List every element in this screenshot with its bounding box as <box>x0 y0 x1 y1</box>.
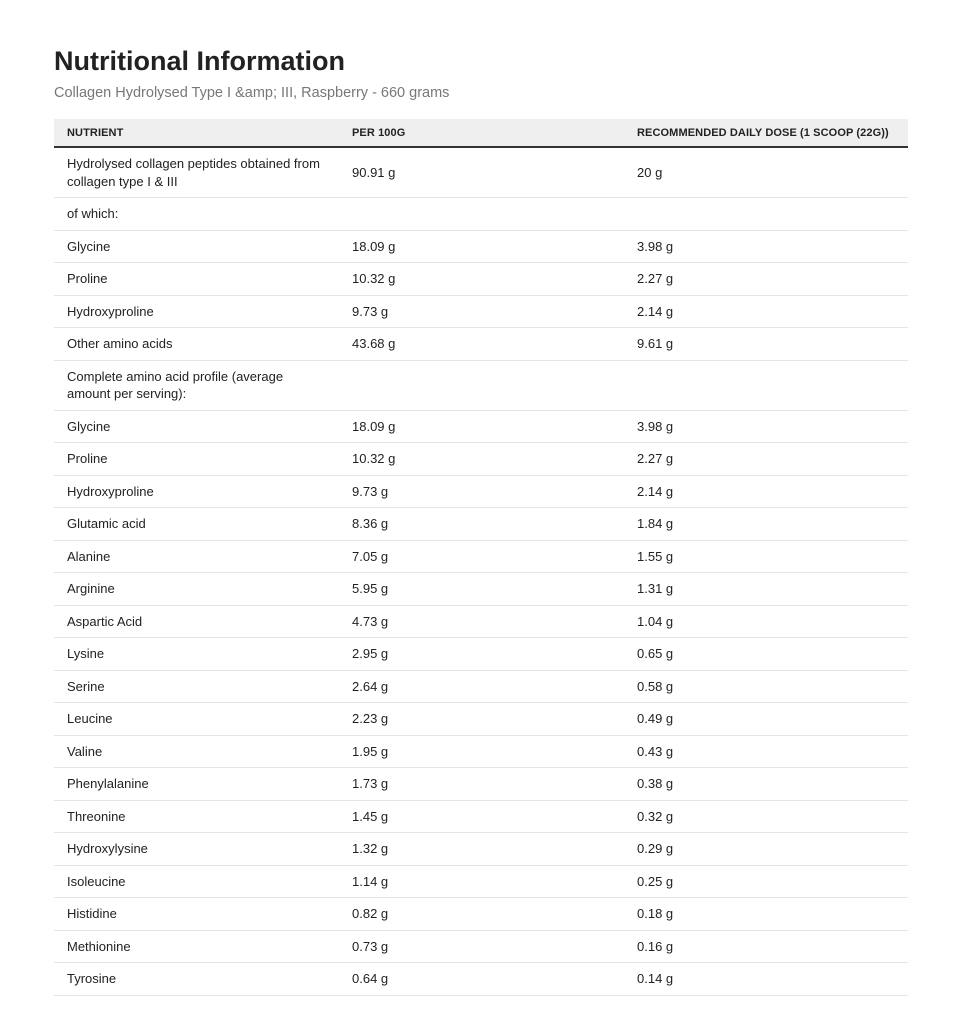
table-row <box>54 263 908 296</box>
daily-dose-cell: 0.29 g <box>624 833 908 866</box>
nutrient-cell: Proline <box>54 443 339 476</box>
column-header-nutrient: NUTRIENT <box>54 119 339 147</box>
per-100g-cell <box>339 360 624 410</box>
nutrient-cell: Lysine <box>54 638 339 671</box>
table-row <box>54 443 908 476</box>
per-100g-cell: 0.73 g <box>339 930 624 963</box>
table-row <box>54 295 908 328</box>
per-100g-cell: 43.68 g <box>339 328 624 361</box>
daily-dose-cell: 9.61 g <box>624 328 908 361</box>
nutrient-cell: Glycine <box>54 230 339 263</box>
daily-dose-cell: 0.49 g <box>624 703 908 736</box>
nutrient-cell: Glycine <box>54 410 339 443</box>
nutrient-cell: Proline <box>54 263 339 296</box>
per-100g-cell: 18.09 g <box>339 230 624 263</box>
table-row <box>54 768 908 801</box>
table-row <box>54 508 908 541</box>
daily-dose-cell: 0.32 g <box>624 800 908 833</box>
column-header-per-100g: PER 100G <box>339 119 624 147</box>
daily-dose-cell: 1.31 g <box>624 573 908 606</box>
daily-dose-cell: 2.27 g <box>624 443 908 476</box>
per-100g-cell: 1.14 g <box>339 865 624 898</box>
table-row <box>54 833 908 866</box>
table-row <box>54 865 908 898</box>
daily-dose-cell <box>624 198 908 231</box>
table-row <box>54 800 908 833</box>
table-row <box>54 475 908 508</box>
table-row <box>54 230 908 263</box>
daily-dose-cell: 20 g <box>624 147 908 198</box>
daily-dose-cell: 3.98 g <box>624 410 908 443</box>
nutrient-cell: Aspartic Acid <box>54 605 339 638</box>
per-100g-cell: 1.95 g <box>339 735 624 768</box>
table-row <box>54 898 908 931</box>
per-100g-cell: 8.36 g <box>339 508 624 541</box>
daily-dose-cell: 0.25 g <box>624 865 908 898</box>
nutrient-cell: Other amino acids <box>54 328 339 361</box>
nutrient-cell: Arginine <box>54 573 339 606</box>
table-row <box>54 540 908 573</box>
table-row <box>54 638 908 671</box>
daily-dose-cell: 2.27 g <box>624 263 908 296</box>
per-100g-cell: 18.09 g <box>339 410 624 443</box>
page-title: Nutritional Information <box>54 46 345 76</box>
table-row <box>54 328 908 361</box>
table-row <box>54 360 908 410</box>
per-100g-cell: 9.73 g <box>339 295 624 328</box>
daily-dose-cell: 0.18 g <box>624 898 908 931</box>
table-row <box>54 735 908 768</box>
per-100g-cell: 10.32 g <box>339 443 624 476</box>
nutrient-cell: Tyrosine <box>54 963 339 996</box>
table-row <box>54 198 908 231</box>
table-row <box>54 703 908 736</box>
nutrient-cell: Methionine <box>54 930 339 963</box>
per-100g-cell: 0.64 g <box>339 963 624 996</box>
daily-dose-cell: 0.58 g <box>624 670 908 703</box>
per-100g-cell: 0.82 g <box>339 898 624 931</box>
per-100g-cell <box>339 198 624 231</box>
product-subtitle: Collagen Hydrolysed Type I &amp; III, Raspberry - 660 grams <box>54 85 450 101</box>
daily-dose-cell: 0.65 g <box>624 638 908 671</box>
header-row <box>54 119 908 147</box>
table-row <box>54 573 908 606</box>
daily-dose-cell: 3.98 g <box>624 230 908 263</box>
table-row <box>54 930 908 963</box>
daily-dose-cell: 2.14 g <box>624 295 908 328</box>
nutrient-cell: Alanine <box>54 540 339 573</box>
nutrient-cell: of which: <box>54 198 339 231</box>
daily-dose-cell: 2.14 g <box>624 475 908 508</box>
nutrient-cell: Threonine <box>54 800 339 833</box>
nutrient-cell: Histidine <box>54 898 339 931</box>
per-100g-cell: 90.91 g <box>339 147 624 198</box>
nutrient-cell: Complete amino acid profile (average amount per serving): <box>54 360 339 410</box>
daily-dose-cell <box>624 360 908 410</box>
daily-dose-cell: 0.16 g <box>624 930 908 963</box>
table-body <box>54 147 908 995</box>
per-100g-cell: 10.32 g <box>339 263 624 296</box>
per-100g-cell: 1.32 g <box>339 833 624 866</box>
per-100g-cell: 1.45 g <box>339 800 624 833</box>
table-row <box>54 605 908 638</box>
per-100g-cell: 5.95 g <box>339 573 624 606</box>
nutrient-cell: Hydroxylysine <box>54 833 339 866</box>
daily-dose-cell: 0.14 g <box>624 963 908 996</box>
table-row <box>54 670 908 703</box>
nutrition-table <box>54 119 908 996</box>
per-100g-cell: 2.95 g <box>339 638 624 671</box>
nutrient-cell: Isoleucine <box>54 865 339 898</box>
table-row <box>54 147 908 198</box>
nutrient-cell: Hydroxyproline <box>54 295 339 328</box>
per-100g-cell: 2.64 g <box>339 670 624 703</box>
nutrient-cell: Glutamic acid <box>54 508 339 541</box>
nutrient-cell: Phenylalanine <box>54 768 339 801</box>
table-row <box>54 963 908 996</box>
daily-dose-cell: 0.38 g <box>624 768 908 801</box>
per-100g-cell: 4.73 g <box>339 605 624 638</box>
per-100g-cell: 9.73 g <box>339 475 624 508</box>
per-100g-cell: 2.23 g <box>339 703 624 736</box>
daily-dose-cell: 1.84 g <box>624 508 908 541</box>
nutrient-cell: Valine <box>54 735 339 768</box>
column-header-daily-dose: RECOMMENDED DAILY DOSE (1 SCOOP (22G)) <box>624 119 908 147</box>
nutrient-cell: Leucine <box>54 703 339 736</box>
table-header <box>54 119 908 147</box>
daily-dose-cell: 1.55 g <box>624 540 908 573</box>
per-100g-cell: 1.73 g <box>339 768 624 801</box>
daily-dose-cell: 1.04 g <box>624 605 908 638</box>
nutrient-cell: Hydrolysed collagen peptides obtained from collagen type I & III <box>54 147 339 198</box>
table-row <box>54 410 908 443</box>
per-100g-cell: 7.05 g <box>339 540 624 573</box>
nutrient-cell: Serine <box>54 670 339 703</box>
nutrient-cell: Hydroxyproline <box>54 475 339 508</box>
daily-dose-cell: 0.43 g <box>624 735 908 768</box>
